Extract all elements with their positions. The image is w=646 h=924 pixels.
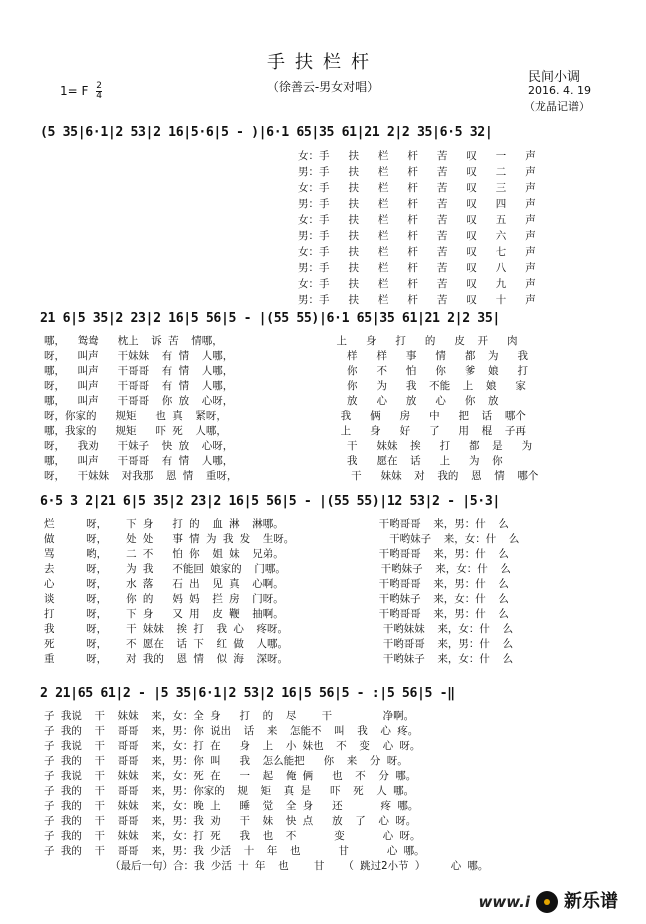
lyric-line: 子 我的 干 哥哥 来，男：我 劝 干 妹 快 点 放 了 心 呀。	[44, 815, 417, 827]
lyric-line: 打 呀， 下 身 又 用 皮 鞭 抽啊。 干哟哥哥 来，男：什 么	[44, 608, 509, 620]
lyric-line: 男：手 扶 栏 杆 苦 叹 十 声	[298, 294, 536, 306]
lyric-line: 子 我的 干 哥哥 来，男：你家的 规 矩 真 是 吓 死 人 哪。	[44, 785, 415, 797]
lyric-line: 男：手 扶 栏 杆 苦 叹 四 声	[298, 198, 536, 210]
lyric-line: 子 我的 干 妹妹 来，女：打 死 我 也 不 变 心 呀。	[44, 830, 421, 842]
lyric-line: 子 我的 干 妹妹 来，女：晚 上 睡 觉 全 身 还 疼 哪。	[44, 800, 419, 812]
notation-line-4: 2 21|65 61|2 - |5 35|6·1|2 53|2 16|5 56|5 - :|5 56|5 -‖	[40, 686, 455, 701]
lyric-line: 哪， 叫声 干哥哥 有 情 人哪， 你 不 怕 你 爹 娘 打	[44, 365, 528, 377]
song-subtitle: （徐善云-男女对唱）	[266, 80, 380, 94]
lyric-line: 哪，我家的 规矩 吓 死 人哪， 上 身 好 了 用 棍 子再	[44, 425, 526, 437]
lyric-line: 女：手 扶 栏 杆 苦 叹 九 声	[298, 278, 536, 290]
lyric-line: 子 我说 干 妹妹 来，女：全 身 打 的 尽 干 净啊。	[44, 710, 415, 722]
date: 2016. 4. 19	[528, 84, 591, 97]
lyric-line: 哪， 叫声 干哥哥 有 情 人哪， 我 愿在 话 上 为 你	[44, 455, 503, 467]
time-signature	[96, 82, 102, 101]
site-name: 新乐谱	[564, 891, 618, 912]
lyric-line: 男：手 扶 栏 杆 苦 叹 八 声	[298, 262, 536, 274]
lyric-line: 子 我的 干 哥哥 来，男：你 叫 我 怎么能把 你 来 分 呀。	[44, 755, 408, 767]
lyric-line: 骂 哟， 二 不 怕 你 姐 妹 兄弟。 干哟哥哥 来，男：什 么	[44, 548, 509, 560]
notation-line-2: 21 6|5 35|2 23|2 16|5 56|5 - |(55 55)|6·1 65|35 61|21 2|2 35|	[40, 311, 500, 326]
lyric-line: 女：手 扶 栏 杆 苦 叹 五 声	[298, 214, 536, 226]
music-disc-icon	[536, 891, 558, 913]
lyric-line: 呀， 叫声 干哥哥 有 情 人哪， 你 为 我 不能 上 娘 家	[44, 380, 526, 392]
lyric-line: 女：手 扶 栏 杆 苦 叹 三 声	[298, 182, 536, 194]
lyric-line: 呀， 叫声 干妹妹 有 情 人哪， 样 样 事 情 都 为 我	[44, 350, 528, 362]
notation-line-1: (5 35|6·1|2 53|2 16|5·6|5 - )|6·1 65|35 61|21 2|2 35|6·5 32|	[40, 125, 493, 140]
lyric-line: 子 我说 干 妹妹 来，女：死 在 一 起 俺 俩 也 不 分 哪。	[44, 770, 417, 782]
time-denominator: 4	[96, 91, 102, 101]
lyric-line: 死 呀， 不 愿在 话 下 红 做 人哪。 干哟哥哥 来，男：什 么	[44, 638, 514, 650]
lyric-line: 子 我的 干 哥哥 来，男：我 少活 十 年 也 甘 心 哪。	[44, 845, 425, 857]
lyric-line: 烂 呀， 下 身 打 的 血 淋 淋哪。 干哟哥哥 来，男：什 么	[44, 518, 509, 530]
lyric-line: 心 呀， 水 落 石 出 见 真 心啊。 干哟哥哥 来，男：什 么	[44, 578, 509, 590]
lyric-line: 女：手 扶 栏 杆 苦 叹 七 声	[298, 246, 536, 258]
lyric-line: 男：手 扶 栏 杆 苦 叹 二 声	[298, 166, 536, 178]
lyric-line: 子 我的 干 哥哥 来，男：你 说出 话 来 怎能不 叫 我 心 疼。	[44, 725, 419, 737]
lyric-line: 呀， 我劝 干妹子 快 放 心呀， 干 妹妹 挨 打 都 是 为	[44, 440, 533, 452]
lyric-line: 谈 呀， 你 的 妈 妈 拦 房 门呀。 干哟妹子 来，女：什 么	[44, 593, 509, 605]
lyric-line: 呀， 干妹妹 对我那 恩 情 重呀， 干 妹妹 对 我的 恩 情 哪个	[44, 470, 539, 482]
lyric-line: 男：手 扶 栏 杆 苦 叹 六 声	[298, 230, 536, 242]
site-url-prefix: www.i	[478, 893, 530, 911]
credit: （龙晶记谱）	[524, 100, 590, 113]
final-line-note: （最后一句）合：我 少活 十 年 也 甘 （ 跳过2小节 ） 心 哪。	[110, 860, 489, 872]
genre: 民间小调	[528, 70, 581, 85]
lyric-line: 哪， 鸳鸯 枕上 诉 苦 情哪， 上 身 打 的 皮 开 肉	[44, 335, 518, 347]
notation-line-3: 6·5 3 2|21 6|5 35|2 23|2 16|5 56|5 - |(55 55)|12 53|2 - |5·3|	[40, 494, 500, 509]
lyric-line: 重 呀， 对 我的 恩 情 似 海 深呀。 干哟妹子 来，女：什 么	[44, 653, 514, 665]
lyric-line: 子 我说 干 哥哥 来，女：打 在 身 上 小 妹也 不 变 心 呀。	[44, 740, 421, 752]
time-numerator: 2	[96, 81, 102, 91]
lyric-line: 我 呀， 干 妹妹 挨 打 我 心 疼呀。 干哟妹妹 来，女：什 么	[44, 623, 514, 635]
key-label: 1= F	[60, 84, 89, 98]
lyric-line: 去 呀， 为 我 不能回 娘家的 门哪。 干哟妹子 来，女：什 么	[44, 563, 511, 575]
key-signature	[60, 82, 102, 101]
lyric-line: 女：手 扶 栏 杆 苦 叹 一 声	[298, 150, 536, 162]
lyric-line: 做 呀， 处 处 事 情 为 我 发 生呀。 干哟妹子 来，女：什 么	[44, 533, 520, 545]
site-watermark	[479, 887, 618, 913]
song-title: 手扶栏杆	[267, 52, 379, 73]
lyric-line: 呀，你家的 规矩 也 真 紧呀， 我 俩 房 中 把 话 哪个	[44, 410, 526, 422]
lyric-line: 哪， 叫声 干哥哥 你 放 心呀， 放 心 放 心 你 放	[44, 395, 499, 407]
